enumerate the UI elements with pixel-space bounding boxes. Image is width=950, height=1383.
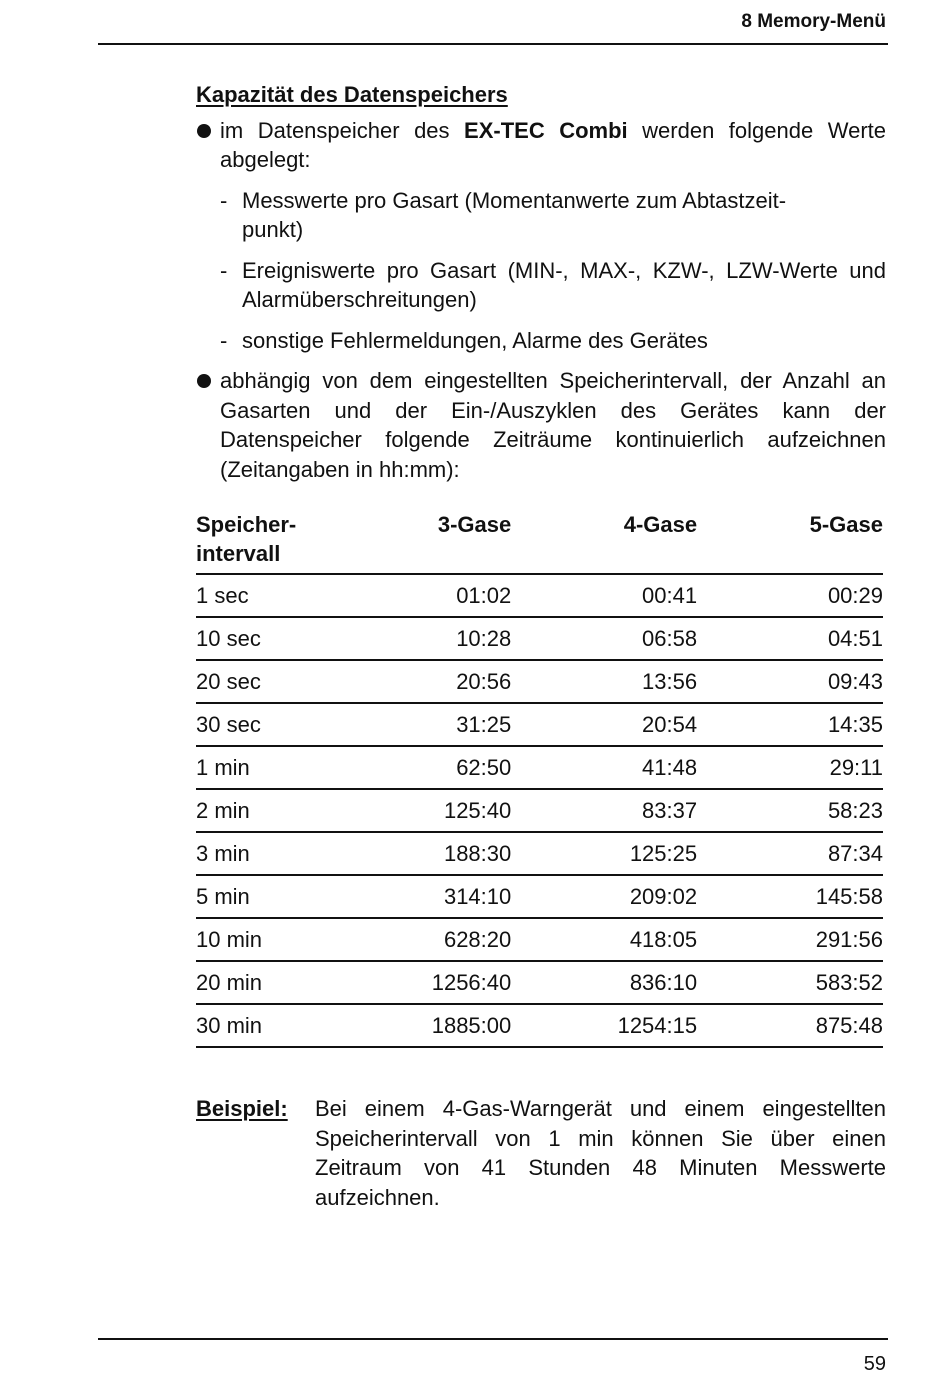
cell-interval: 5 min: [196, 884, 250, 909]
table-header-row: [196, 504, 883, 574]
chapter-header: 8 Memory-Menü: [741, 11, 886, 32]
cell-duration: 1254:15: [617, 1013, 698, 1038]
cell-duration: 836:10: [629, 970, 698, 995]
cell-interval: 1 sec: [196, 583, 249, 608]
cell-duration: 87:34: [827, 841, 883, 866]
cell-duration: 20:56: [456, 669, 512, 694]
cell-interval: 10 min: [196, 927, 263, 952]
sub-item-errors: [196, 326, 886, 356]
cell-duration: 145:58: [815, 884, 883, 909]
cell-duration: 29:11: [829, 755, 883, 780]
cell-duration: 09:43: [827, 669, 883, 694]
cell-duration: 209:02: [629, 884, 698, 909]
cell-interval: 10 sec: [196, 626, 261, 651]
cell-duration: 83:37: [642, 798, 698, 823]
section-title: Kapazität des Datenspeichers: [196, 82, 508, 107]
cell-interval: 2 min: [196, 798, 250, 823]
cell-duration: 125:40: [443, 798, 512, 823]
table-row: [196, 660, 883, 703]
header-5-gas: 5-Gase: [809, 512, 883, 537]
table-row: [196, 746, 883, 789]
bullet-dot-icon: [197, 374, 211, 388]
header-3-gas: 3-Gase: [437, 512, 512, 537]
cell-duration: 583:52: [815, 970, 883, 995]
cell-duration: 41:48: [642, 755, 698, 780]
bullet-text-before: im Datenspeicher des: [220, 117, 465, 143]
cell-interval: 1 min: [196, 755, 250, 780]
footer-rule: [98, 1338, 888, 1340]
cell-duration: 06:58: [642, 626, 698, 651]
cell-duration: 13:56: [642, 669, 698, 694]
sub-item-events: [196, 256, 886, 315]
header-4-gas: 4-Gase: [623, 512, 698, 537]
table-row: [196, 617, 883, 660]
header-interval: Speicher- intervall: [196, 512, 297, 566]
cell-duration: 314:10: [443, 884, 512, 909]
cell-duration: 125:25: [629, 841, 698, 866]
example-text: Bei einem 4-Gas-Warngerät und einem eingestellten Speicherintervall von 1 min können Sie über einen Zeitraum von 41 Stunden 48 Minuten Messwerte aufzeichnen.: [315, 1096, 886, 1210]
cell-duration: 62:50: [456, 755, 512, 780]
page-number: 59: [863, 1353, 886, 1375]
cell-duration: 188:30: [443, 841, 512, 866]
example-label: Beispiel:: [196, 1096, 288, 1121]
cell-duration: 00:41: [642, 583, 698, 608]
cell-duration: 14:35: [827, 712, 883, 737]
table-row: [196, 832, 883, 875]
table-row: [196, 574, 883, 617]
table-row: [196, 918, 883, 961]
table-body: [196, 574, 883, 1047]
cell-duration: 00:29: [827, 583, 883, 608]
cell-interval: 30 sec: [196, 712, 261, 737]
cell-duration: 58:23: [827, 798, 883, 823]
bullet-dot-icon: [197, 124, 211, 138]
cell-duration: 04:51: [827, 626, 883, 651]
sub-item-text: sonstige Fehlermeldungen, Alarme des Gerätes: [242, 327, 708, 353]
example-block: [196, 1094, 886, 1212]
bullet-storage: [196, 116, 886, 175]
dash-icon: -: [220, 187, 228, 213]
cell-duration: 01:02: [456, 583, 512, 608]
table-row: [196, 703, 883, 746]
bullet-interval: [196, 366, 886, 484]
bullet-text-after: werden folgende Werte abgelegt:: [220, 117, 886, 172]
table-row: [196, 789, 883, 832]
cell-interval: 20 min: [196, 970, 263, 995]
cell-duration: 20:54: [642, 712, 698, 737]
dash-icon: -: [220, 257, 228, 283]
device-name: EX-TEC Combi: [464, 117, 628, 143]
cell-duration: 628:20: [443, 927, 512, 952]
cell-interval: 20 sec: [196, 669, 261, 694]
cell-interval: 3 min: [196, 841, 250, 866]
cell-interval: 30 min: [196, 1013, 263, 1038]
cell-duration: 875:48: [815, 1013, 883, 1038]
cell-duration: 1256:40: [431, 970, 512, 995]
cell-duration: 10:28: [456, 626, 512, 651]
capacity-table: [196, 504, 883, 1048]
sub-item-text: Ereigniswerte pro Gasart (MIN-, MAX-, KZW-, LZW-Werte und Alarmüberschreitungen): [242, 257, 886, 312]
table-row: [196, 961, 883, 1004]
table-row: [196, 1004, 883, 1047]
header-rule: [98, 43, 888, 45]
sub-item-text: Messwerte pro Gasart (Momentanwerte zum Abtastzeit- punkt): [242, 187, 787, 242]
table-row: [196, 875, 883, 918]
cell-duration: 31:25: [456, 712, 512, 737]
cell-duration: 1885:00: [431, 1013, 512, 1038]
cell-duration: 291:56: [815, 927, 883, 952]
page-content: [196, 80, 886, 1212]
bullet-text: abhängig von dem eingestellten Speicherintervall, der Anzahl an Gasarten und der Ein-/Auszyklen des Gerätes kann der Datenspeicher folgende Zeiträume kontinuierlich aufzeichnen (Zeitangaben in hh:mm):: [220, 368, 886, 482]
cell-duration: 418:05: [629, 927, 698, 952]
sub-item-measurements: [196, 186, 886, 245]
dash-icon: -: [220, 327, 228, 353]
